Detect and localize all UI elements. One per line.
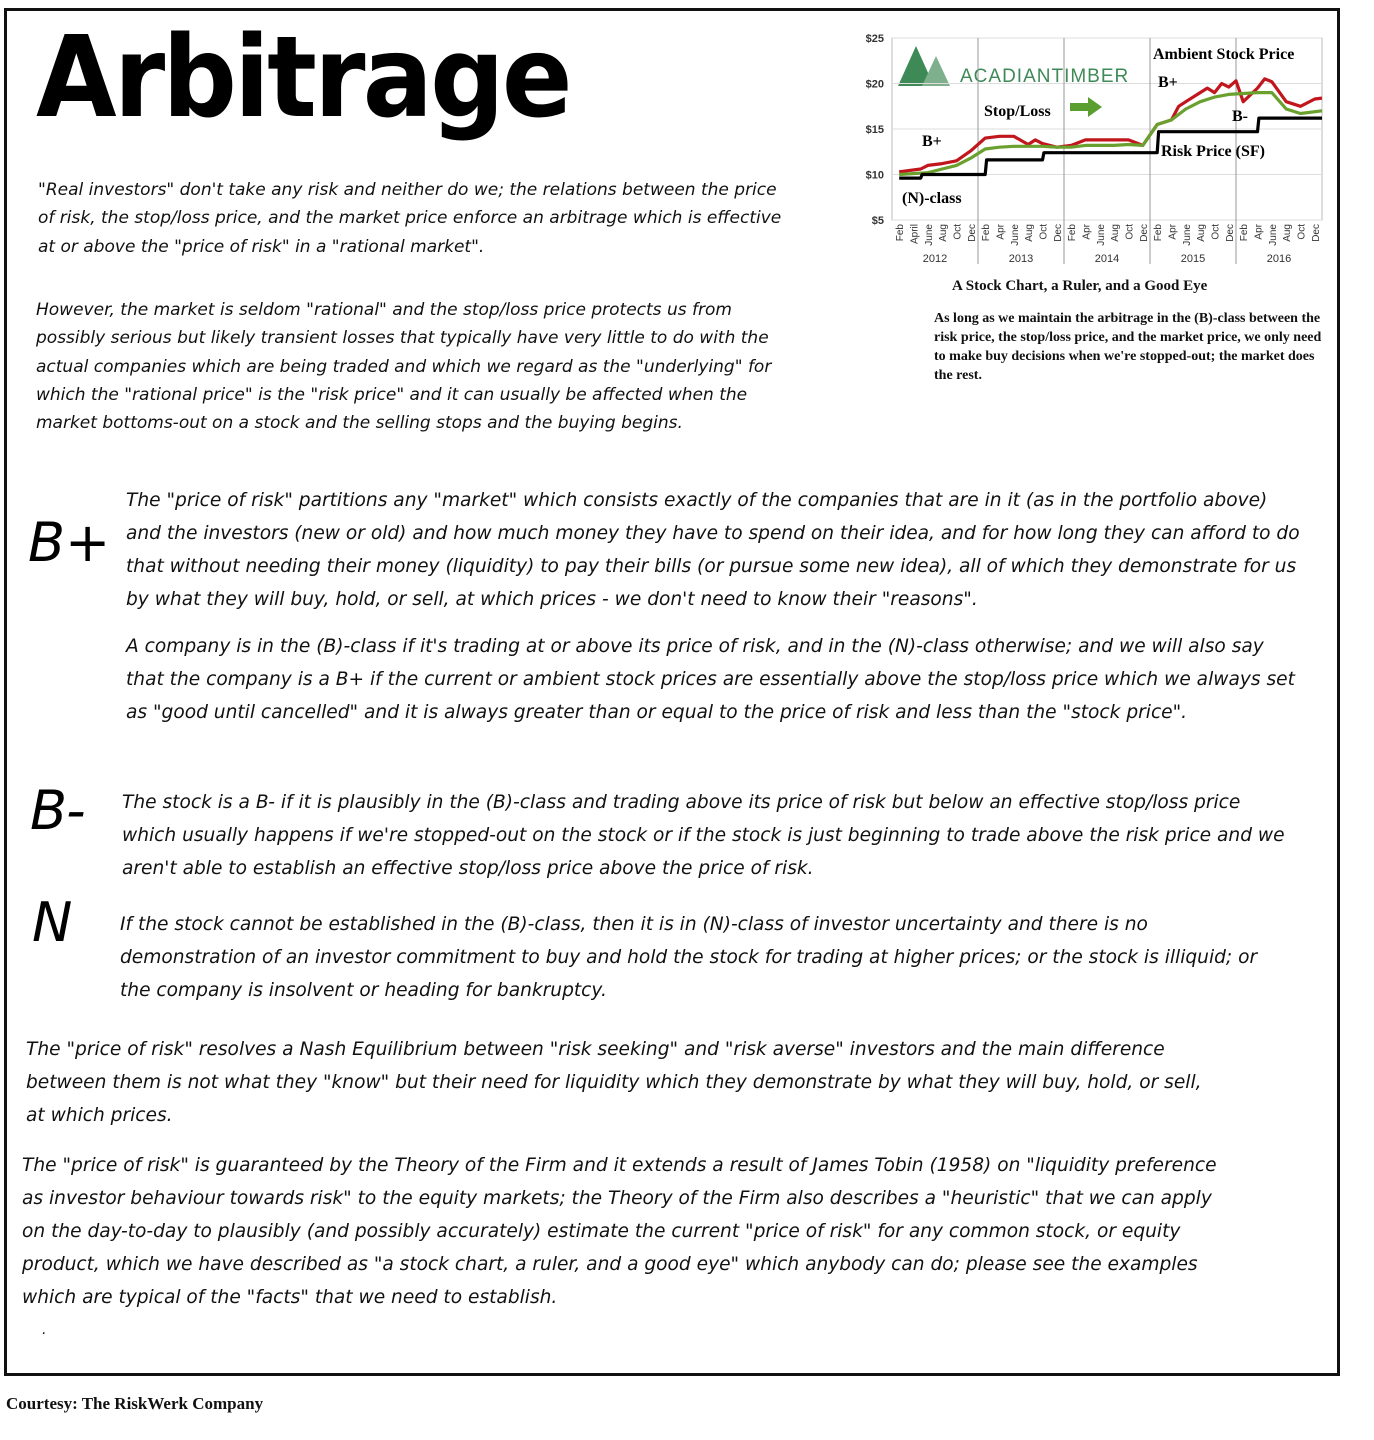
x-tick-label: Dec [1052,224,1064,242]
tobin-paragraph: The "price of risk" is guaranteed by the Theory of the Firm and it extends a result of James Tobin (1958) on "liquidity preference as investor behaviour towards risk" to the equity markets; the Theory of the Firm also describes a "heuristic" that we can apply on the day-to-day to plausibly (and possibly accurately) estimate the current "price of risk" for any common stock, or equity product, which we have described as "a stock chart, a ruler, and a good eye" which anybody can do; please see the examples which are typical of the "facts" that we need to establish. [22,1155,1217,1308]
x-tick-label: Aug [1110,224,1122,242]
year-label: 2012 [922,253,948,265]
intro-paragraph-2: However, the market is seldom "rational" and the stop/loss price protects us from possibly serious but likely transient losses that typically have very little to do with the actual companies which are being traded and which we regard as the "underlying" for which the "rational price" is the "risk price" and it can usually be affected when the market bottoms-out on a stock and the selling stops and the buying begins. [36,300,772,434]
year-label: 2015 [1180,253,1206,265]
bplus-top-label: B+ [1158,74,1178,91]
stock-chart [852,26,1332,272]
y-tick-label: $25 [865,33,884,45]
x-tick-label: Aug [1196,224,1208,242]
nash-paragraph: The "price of risk" resolves a Nash Equilibrium between "risk seeking" and "risk averse" investors and the main difference between them is not what they "know" but their need for liquidity which they demonstrate by what they will buy, hold, or sell, at which prices. [26,1039,1202,1126]
bminus-paragraph: The stock is a B- if it is plausibly in the (B)-class and trading above its price of risk but below an effective stop/loss price which usually happens if we're stopped-out on the stock or if the stock is just beginning to trade above the risk price and we aren't able to establish an effective stop/loss price above the price of risk. [122,792,1285,879]
bplus-paragraph-1: The "price of risk" partitions any "market" which consists exactly of the companies that are in it (as in the portfolio above) and the investors (new or old) and how much money they have to spend on their idea, and for how long they can afford to do that without needing their money (liquidity) to pay their bills (or pursue some new idea), all of which they demonstrate for us by what they will buy, hold, or sell, at which prices - we don't need to know their "reasons". [126,490,1300,610]
x-tick-label: June [923,224,935,246]
x-tick-label: Dec [1224,224,1236,242]
bplus-left-label: B+ [922,133,942,150]
x-tick-label: Aug [938,224,950,242]
y-tick-label: $5 [871,215,884,227]
x-tick-label: Oct [1124,224,1136,240]
x-tick-label: Feb [1067,224,1079,242]
x-tick-label: Oct [1038,224,1050,240]
x-tick-label: Dec [966,224,978,242]
x-tick-label: Apr [1253,224,1265,240]
year-label: 2014 [1094,253,1120,265]
intro-paragraph-1: "Real investors" don't take any risk and neither do we; the relations between the price of risk, the stop/loss price, and the market price enforce an arbitrage which is effective at or above the "price of risk" in a "rational market". [38,180,782,257]
y-tick-label: $15 [865,124,884,136]
x-tick-label: Oct [1296,224,1308,240]
stock-chart-svg [852,26,1332,272]
chart-note: As long as we maintain the arbitrage in the (B)-class between the risk price, the stop/loss price, and the market price, we only need to make buy decisions when we're stopped-out; the market does the rest. [934,311,1322,383]
x-tick-label: June [1181,224,1193,246]
bminus-label: B- [1232,108,1248,125]
x-tick-label: April [909,224,921,245]
x-tick-label: Apr [1167,224,1179,240]
year-label: 2016 [1266,253,1292,265]
x-tick-label: Aug [1024,224,1036,242]
page-title: Arbitrage [36,13,570,143]
x-tick-label: June [1267,224,1279,246]
bminus-letter: B- [30,779,86,842]
courtesy-footer: Courtesy: The RiskWerk Company [6,1394,264,1413]
x-tick-label: Feb [1239,224,1251,242]
logo [898,46,1129,87]
n-paragraph: If the stock cannot be established in the (B)-class, then it is in (N)-class of investor uncertainty and there is no demonstration of an investor commitment to buy and hold the stock for trading at higher prices; or the stock is illiquid; or the company is insolvent or heading for bankruptcy. [120,914,1258,1001]
bplus-letter: B+ [28,511,111,574]
x-tick-label: Apr [995,224,1007,240]
x-tick-label: June [1095,223,1107,246]
x-tick-label: Aug [1282,224,1294,242]
stray-dot: . [42,1322,47,1338]
x-tick-label: Dec [1138,224,1150,242]
risk-price-label: Risk Price (SF) [1161,143,1265,160]
x-tick-label: Dec [1310,224,1322,242]
nclass-label: (N)-class [902,190,962,207]
year-label: 2013 [1008,253,1034,265]
bplus-paragraph-2: A company is in the (B)-class if it's trading at or above its price of risk, and in the (N)-class otherwise; and we will also say that the company is a B+ if the current or ambient stock prices are essentially above the stop/loss price which we always set as "good until cancelled" and it is always greater than or equal to the price of risk and less than the "stock price". [126,636,1295,723]
x-tick-label: Feb [1153,224,1165,242]
series-stoploss-line [899,93,1322,175]
stoploss-arrow-icon [1070,97,1102,117]
ambient-label: Ambient Stock Price [1153,46,1295,63]
x-tick-label: Oct [952,224,964,240]
y-tick-label: $20 [865,78,884,91]
logo-text: ACADIANTIMBER [960,66,1130,87]
x-tick-label: Oct [1210,224,1222,240]
y-tick-label: $10 [865,169,884,182]
stoploss-label: Stop/Loss [984,103,1051,120]
x-tick-label: Feb [981,224,993,242]
chart-caption: A Stock Chart, a Ruler, and a Good Eye [952,278,1208,294]
x-tick-label: Apr [1081,224,1093,240]
x-tick-label: Feb [895,224,907,242]
x-tick-label: June [1009,224,1021,246]
n-letter: N [32,891,73,954]
